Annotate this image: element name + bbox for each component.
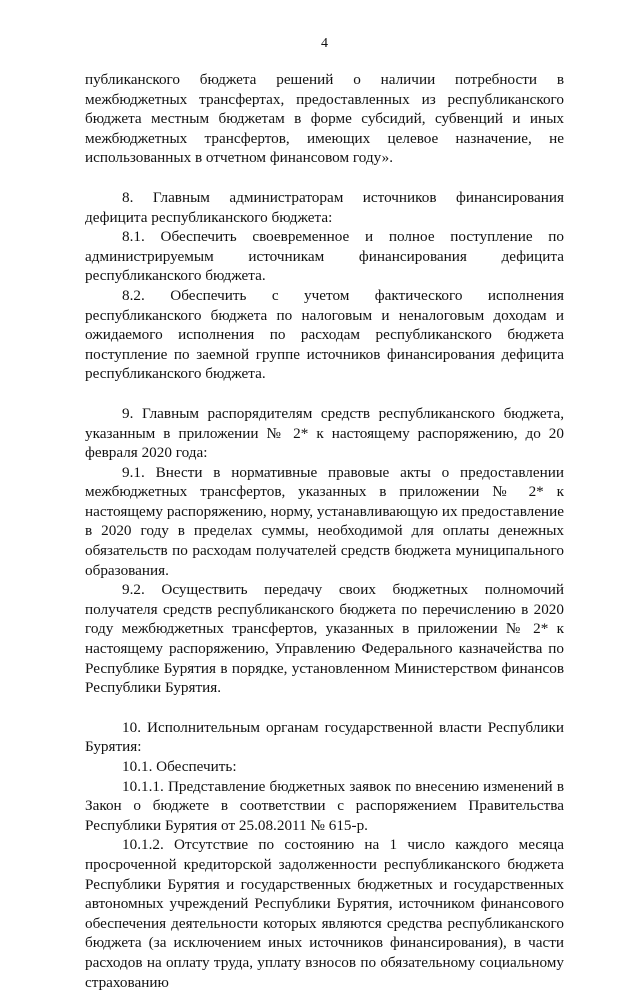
paragraph-9-1: 9.1. Внести в нормативные правовые акты о предоставлении межбюджетных трансфертов, указанных в приложении № 2* к настоящему распоряжению, норму, устанавливающую их предоставление в 2020 году в пределах суммы, необходимой для оплаты денежных обязательств по расходам получателей средств бюджета муниципального образования. xyxy=(85,463,564,579)
spacer xyxy=(85,168,564,188)
paragraph-10-1: 10.1. Обеспечить: xyxy=(122,758,237,775)
page-number: 4 xyxy=(321,36,328,51)
paragraph-8-1: 8.1. Обеспечить своевременное и полное поступление по администрируемым источникам финансирования дефицита республиканского бюджета. xyxy=(85,228,564,285)
paragraph-8: 8. Главным администраторам источников финансирования дефицита республиканского бюджета: xyxy=(85,188,564,226)
paragraph-9: 9. Главным распорядителям средств республиканского бюджета, указанным в приложении № 2* к настоящему распоряжению, до 20 февраля 2020 года: xyxy=(85,404,564,462)
spacer xyxy=(85,384,564,404)
paragraph-9-2: 9.2. Осуществить передачу своих бюджетных полномочий получателя средств республиканского бюджета по перечислению в 2020 году межбюджетных трансфертов, указанных в приложении № 2* к настоящему распоряжению, Управлению Федерального казначейства по Республике Бурятия в порядке, установленном Министерством финансов Республики Бурятия. xyxy=(85,581,564,697)
paragraph-10-1-1: 10.1.1. Представление бюджетных заявок по внесению изменений в Закон о бюджете в соответствии с распоряжением Правительства Республики Бурятия от 25.08.2011 № 615-р. xyxy=(85,777,564,834)
paragraph-continuation: публиканского бюджета решений о наличии потребности в межбюджетных трансфертах, предоставленных из республиканского бюджета местным бюджетам в форме субсидий, субвенций и иных межбюджетных трансфертов, имеющих целевое назначение, не использованных в отчетном финансовом году». xyxy=(85,71,564,167)
paragraph-8-2: 8.2. Обеспечить с учетом фактического исполнения республиканского бюджета по налоговым и неналоговым доходам и ожидаемого исполнения по расходам республиканского бюджета поступление по заемной группе источников финансирования дефицита республиканского бюджета. xyxy=(85,286,564,383)
paragraph-10-1-2: 10.1.2. Отсутствие по состоянию на 1 число каждого месяца просроченной кредиторской задолженности республиканского бюджета Республики Бурятия и государственных бюджетных и государственных автономных учреждений Республики Бурятия, источником финансового обеспечения деятельности которых являются средства республиканского бюджета (за исключением иных источников финансирования), в части расходов на оплату труда, уплату взносов по обязательному социальному страхованию xyxy=(85,836,564,991)
spacer xyxy=(85,698,564,718)
paragraph-10: 10. Исполнительным органам государственной власти Республики Бурятия: xyxy=(85,718,564,756)
